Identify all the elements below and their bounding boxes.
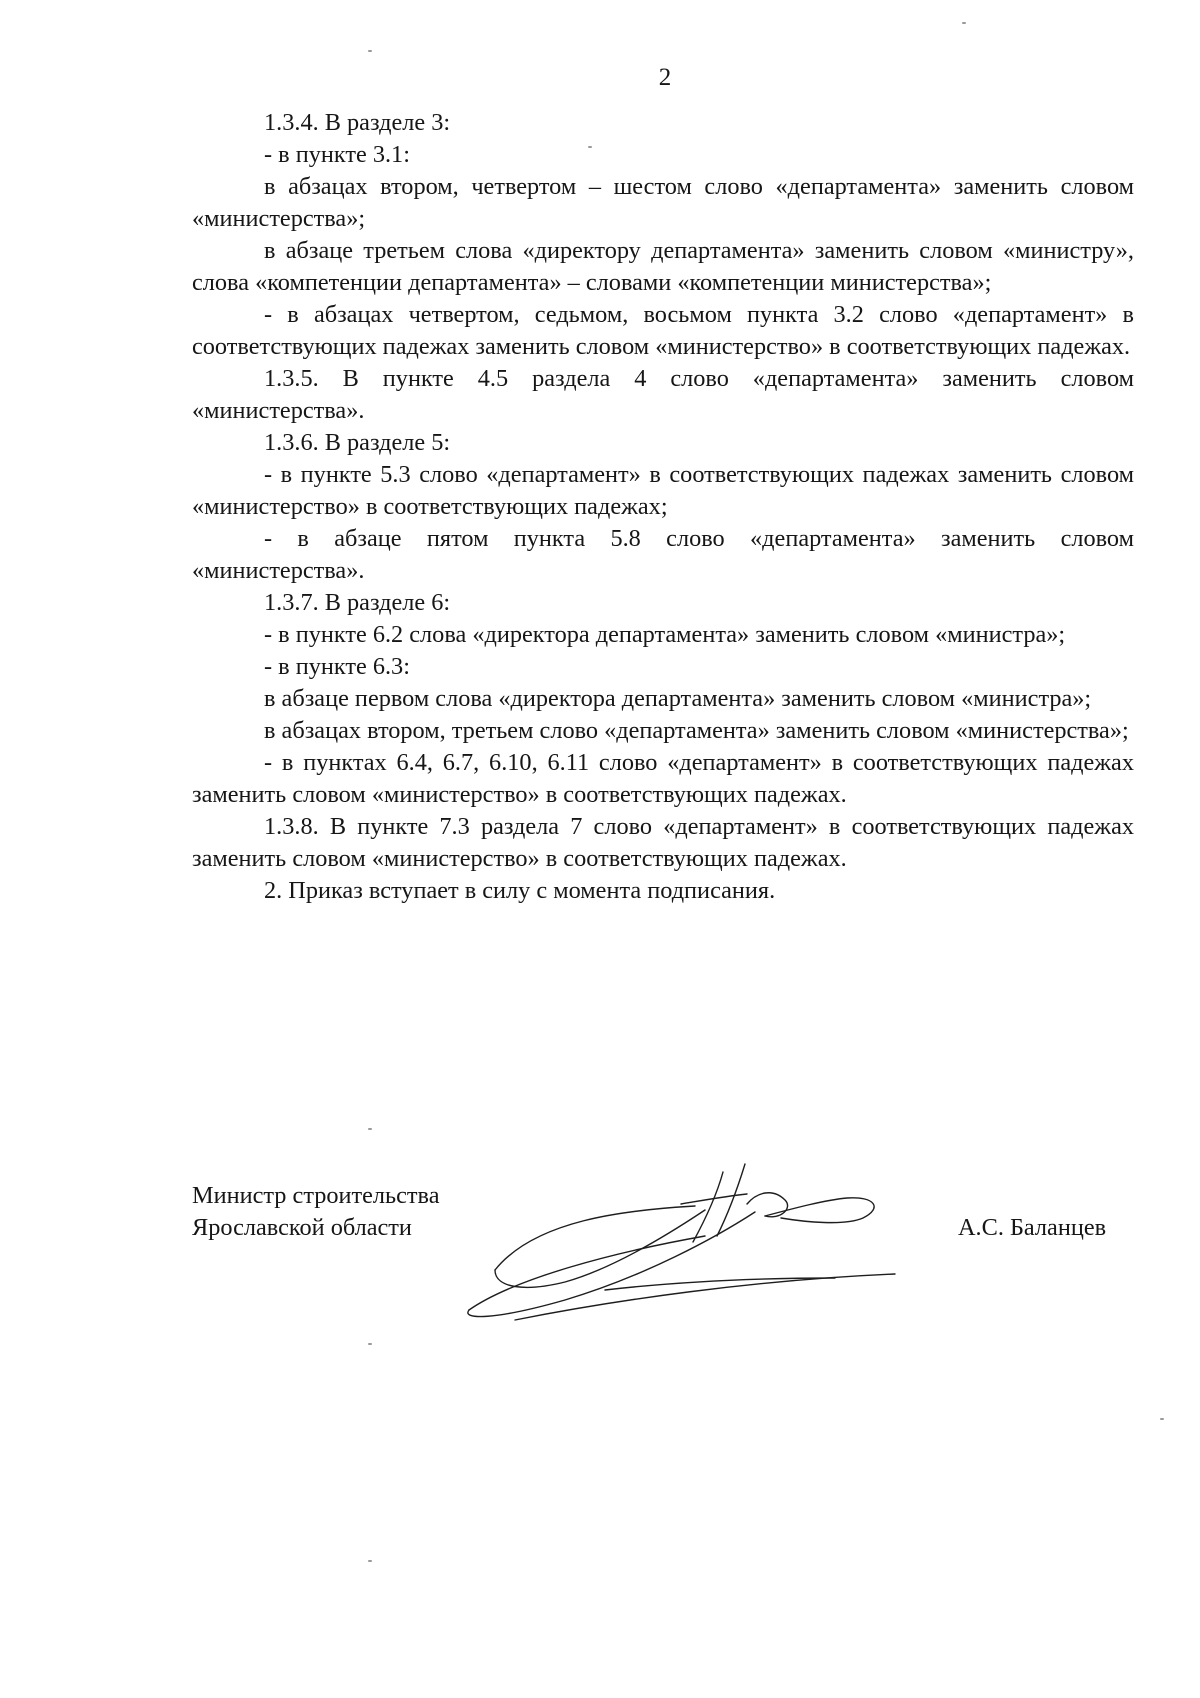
document-body [192,107,1134,907]
page-number: 2 [658,64,672,91]
paragraph: - в пункте 6.3: [264,653,410,680]
scan-speck [1160,1418,1164,1420]
paragraph: - в абзацах четвертом, седьмом, восьмом пункта 3.2 слово «департамент» в соответствующих падежах заменить словом «министерство» в соответствующих падежах. [192,301,1134,360]
paragraph: в абзацах втором, четвертом – шестом слово «департамента» заменить словом «министерства»; [192,173,1134,232]
position-line: Министр строительства [192,1182,440,1209]
paragraph: - в пункте 6.2 слова «директора департамента» заменить словом «министра»; [264,621,1066,648]
paragraph: 2. Приказ вступает в силу с момента подписания. [264,877,776,904]
scan-speck [368,1128,372,1130]
paragraph: 1.3.6. В разделе 5: [264,429,451,456]
paragraph: 1.3.8. В пункте 7.3 раздела 7 слово «департамент» в соответствующих падежах заменить словом «министерство» в соответствующих падежах. [192,813,1134,872]
paragraph: в абзацах втором, третьем слово «департамента» заменить словом «министерства»; [264,717,1129,744]
scan-speck [368,50,372,52]
paragraph: в абзаце первом слова «директора департамента» заменить словом «министра»; [264,685,1092,712]
scan-speck [368,1343,372,1345]
paragraph: в абзаце третьем слова «директору департамента» заменить словом «министру», слова «компетенции департамента» – словами «компетенции министерства»; [192,237,1134,296]
paragraph: 1.3.5. В пункте 4.5 раздела 4 слово «департамента» заменить словом «министерства». [192,365,1134,424]
signatory-position [192,1180,439,1244]
scan-speck [588,146,592,148]
scan-speck [368,1560,372,1562]
signatory-name: А.С. Баланцев [958,1214,1107,1241]
paragraph: - в абзаце пятом пункта 5.8 слово «департамента» заменить словом «министерства». [192,525,1134,584]
paragraph: 1.3.7. В разделе 6: [264,589,451,616]
handwritten-signature [455,1160,905,1330]
paragraph: - в пункте 3.1: [264,141,410,168]
scan-speck [962,22,966,24]
paragraph: - в пункте 5.3 слово «департамент» в соответствующих падежах заменить словом «министерство» в соответствующих падежах; [192,461,1134,520]
paragraph: 1.3.4. В разделе 3: [264,109,451,136]
position-line: Ярославской области [192,1214,412,1241]
paragraph: - в пунктах 6.4, 6.7, 6.10, 6.11 слово «департамент» в соответствующих падежах заменить словом «министерство» в соответствующих падежах. [192,749,1134,808]
